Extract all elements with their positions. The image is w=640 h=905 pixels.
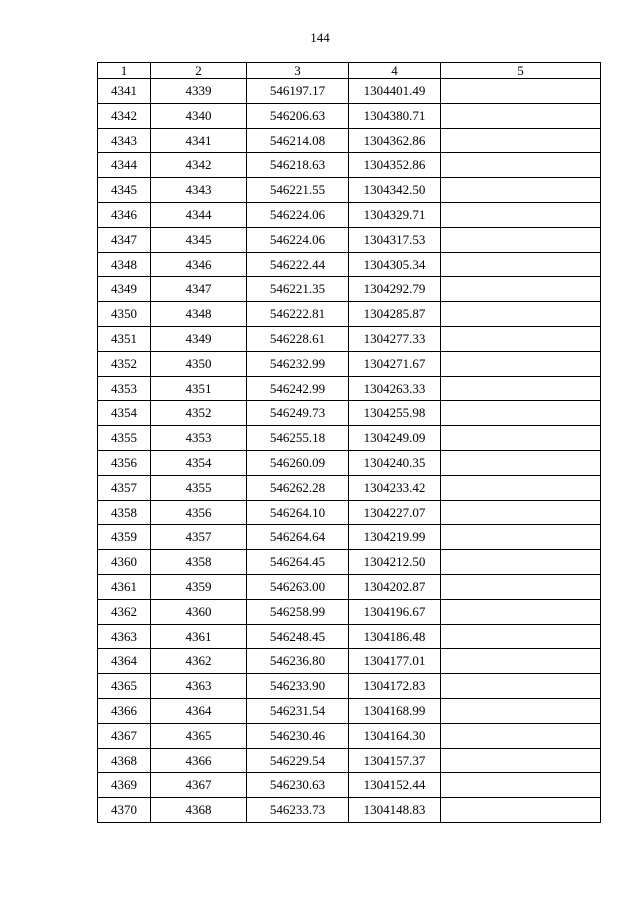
table-row [98,178,601,203]
table-header [98,63,601,79]
table-cell-col-2: 4347 [151,277,247,302]
table-cell-col-4: 1304157.37 [349,748,441,773]
table-row [98,79,601,104]
table-cell-col-1: 4342 [98,103,151,128]
table-cell-col-1: 4368 [98,748,151,773]
table-cell-col-5 [441,649,601,674]
table-cell-col-3: 546231.54 [247,698,349,723]
table-cell-col-1: 4351 [98,326,151,351]
coordinates-table [97,62,601,823]
table-row [98,227,601,252]
table-cell-col-1: 4365 [98,674,151,699]
table-cell-col-5 [441,748,601,773]
table-cell-col-1: 4354 [98,401,151,426]
table-cell-col-2: 4358 [151,550,247,575]
table-row [98,798,601,823]
table-cell-col-1: 4357 [98,475,151,500]
table-cell-col-2: 4359 [151,574,247,599]
table-cell-col-1: 4367 [98,723,151,748]
table-cell-col-3: 546262.28 [247,475,349,500]
table-cell-col-3: 546258.99 [247,599,349,624]
table-row [98,525,601,550]
table-cell-col-4: 1304186.48 [349,624,441,649]
table-cell-col-2: 4346 [151,252,247,277]
table-cell-col-5 [441,550,601,575]
table-cell-col-2: 4366 [151,748,247,773]
table-cell-col-4: 1304249.09 [349,426,441,451]
table-cell-col-3: 546264.64 [247,525,349,550]
table-cell-col-4: 1304329.71 [349,202,441,227]
table-cell-col-5 [441,202,601,227]
table-cell-col-2: 4350 [151,351,247,376]
table-cell-col-3: 546233.90 [247,674,349,699]
table-cell-col-3: 546260.09 [247,450,349,475]
table-cell-col-1: 4360 [98,550,151,575]
table-cell-col-2: 4354 [151,450,247,475]
table-cell-col-4: 1304342.50 [349,178,441,203]
table-cell-col-2: 4368 [151,798,247,823]
table-row [98,128,601,153]
table-cell-col-4: 1304263.33 [349,376,441,401]
table-row [98,277,601,302]
table-row [98,574,601,599]
table-cell-col-3: 546249.73 [247,401,349,426]
table-cell-col-1: 4358 [98,500,151,525]
table-row [98,698,601,723]
table-cell-col-4: 1304292.79 [349,277,441,302]
table-cell-col-4: 1304401.49 [349,79,441,104]
table-cell-col-5 [441,599,601,624]
table-cell-col-3: 546206.63 [247,103,349,128]
table-cell-col-2: 4363 [151,674,247,699]
table-cell-col-1: 4348 [98,252,151,277]
table-cell-col-4: 1304152.44 [349,773,441,798]
table-cell-col-1: 4350 [98,302,151,327]
table-cell-col-5 [441,153,601,178]
table-row [98,252,601,277]
table-cell-col-3: 546242.99 [247,376,349,401]
table-cell-col-2: 4356 [151,500,247,525]
table-cell-col-3: 546264.10 [247,500,349,525]
table-cell-col-4: 1304277.33 [349,326,441,351]
table-cell-col-4: 1304164.30 [349,723,441,748]
table-cell-col-2: 4340 [151,103,247,128]
table-cell-col-5 [441,475,601,500]
table-cell-col-4: 1304172.83 [349,674,441,699]
table-cell-col-3: 546236.80 [247,649,349,674]
table-cell-col-3: 546230.63 [247,773,349,798]
table-cell-col-5 [441,252,601,277]
table-cell-col-1: 4361 [98,574,151,599]
table-cell-col-2: 4365 [151,723,247,748]
table-row [98,103,601,128]
table-cell-col-5 [441,227,601,252]
table-cell-col-2: 4361 [151,624,247,649]
table-cell-col-5 [441,773,601,798]
table-cell-col-4: 1304177.01 [349,649,441,674]
table-cell-col-4: 1304255.98 [349,401,441,426]
table-cell-col-5 [441,426,601,451]
table-row [98,475,601,500]
table-cell-col-3: 546221.35 [247,277,349,302]
table-cell-col-4: 1304240.35 [349,450,441,475]
table-cell-col-5 [441,302,601,327]
table-cell-col-1: 4362 [98,599,151,624]
table-cell-col-3: 546214.08 [247,128,349,153]
table-cell-col-4: 1304362.86 [349,128,441,153]
table-cell-col-5 [441,500,601,525]
table-cell-col-5 [441,351,601,376]
table-cell-col-5 [441,128,601,153]
table-cell-col-2: 4344 [151,202,247,227]
table-cell-col-2: 4351 [151,376,247,401]
table-cell-col-5 [441,674,601,699]
table-cell-col-2: 4360 [151,599,247,624]
column-header-4: 4 [349,63,441,79]
table-cell-col-5 [441,401,601,426]
table-row [98,599,601,624]
table-cell-col-3: 546233.73 [247,798,349,823]
table-cell-col-4: 1304305.34 [349,252,441,277]
table-row [98,302,601,327]
table-cell-col-1: 4352 [98,351,151,376]
table-cell-col-2: 4353 [151,426,247,451]
table-cell-col-5 [441,178,601,203]
table-cell-col-4: 1304196.67 [349,599,441,624]
table-cell-col-4: 1304285.87 [349,302,441,327]
table-cell-col-5 [441,450,601,475]
column-header-3: 3 [247,63,349,79]
table-cell-col-5 [441,376,601,401]
table-cell-col-3: 546197.17 [247,79,349,104]
table-cell-col-2: 4348 [151,302,247,327]
table-cell-col-2: 4352 [151,401,247,426]
table-cell-col-3: 546229.54 [247,748,349,773]
table-cell-col-2: 4349 [151,326,247,351]
table-row [98,550,601,575]
column-header-1: 1 [98,63,151,79]
table-cell-col-2: 4341 [151,128,247,153]
table-row [98,351,601,376]
table-row [98,723,601,748]
table-cell-col-1: 4366 [98,698,151,723]
column-header-2: 2 [151,63,247,79]
table-cell-col-1: 4356 [98,450,151,475]
table-cell-col-4: 1304352.86 [349,153,441,178]
table-cell-col-3: 546264.45 [247,550,349,575]
table-row [98,376,601,401]
table-cell-col-5 [441,103,601,128]
table-row [98,153,601,178]
table-cell-col-4: 1304202.87 [349,574,441,599]
table-row [98,326,601,351]
table-cell-col-3: 546222.81 [247,302,349,327]
table-cell-col-2: 4355 [151,475,247,500]
table-cell-col-1: 4344 [98,153,151,178]
table-cell-col-4: 1304219.99 [349,525,441,550]
table-cell-col-1: 4355 [98,426,151,451]
table-cell-col-4: 1304317.53 [349,227,441,252]
table-cell-col-3: 546255.18 [247,426,349,451]
table-cell-col-3: 546232.99 [247,351,349,376]
table-cell-col-1: 4349 [98,277,151,302]
table-cell-col-5 [441,326,601,351]
table-cell-col-5 [441,525,601,550]
header-row [98,63,601,79]
table-row [98,202,601,227]
table-cell-col-4: 1304148.83 [349,798,441,823]
table-row [98,773,601,798]
table-cell-col-1: 4353 [98,376,151,401]
table-cell-col-5 [441,277,601,302]
table-cell-col-1: 4347 [98,227,151,252]
table-cell-col-2: 4343 [151,178,247,203]
table-cell-col-1: 4364 [98,649,151,674]
table-cell-col-5 [441,574,601,599]
table-cell-col-4: 1304212.50 [349,550,441,575]
table-cell-col-5 [441,79,601,104]
table-row [98,401,601,426]
table-row [98,450,601,475]
table-row [98,624,601,649]
table-cell-col-3: 546224.06 [247,227,349,252]
table-cell-col-2: 4339 [151,79,247,104]
table-cell-col-4: 1304233.42 [349,475,441,500]
table-cell-col-2: 4345 [151,227,247,252]
table-cell-col-4: 1304271.67 [349,351,441,376]
table-body [98,79,601,823]
table-cell-col-2: 4362 [151,649,247,674]
table-cell-col-3: 546248.45 [247,624,349,649]
table-row [98,674,601,699]
table-cell-col-1: 4346 [98,202,151,227]
table-row [98,500,601,525]
table-cell-col-3: 546263.00 [247,574,349,599]
table-cell-col-3: 546218.63 [247,153,349,178]
table-cell-col-2: 4364 [151,698,247,723]
table-row [98,426,601,451]
table-cell-col-1: 4341 [98,79,151,104]
table-cell-col-1: 4363 [98,624,151,649]
table-cell-col-3: 546222.44 [247,252,349,277]
table-cell-col-1: 4343 [98,128,151,153]
table-cell-col-4: 1304380.71 [349,103,441,128]
table-cell-col-2: 4342 [151,153,247,178]
table-row [98,748,601,773]
table-cell-col-3: 546228.61 [247,326,349,351]
table-cell-col-1: 4345 [98,178,151,203]
table-cell-col-5 [441,723,601,748]
table-cell-col-5 [441,698,601,723]
table-cell-col-3: 546230.46 [247,723,349,748]
table-cell-col-3: 546224.06 [247,202,349,227]
page-number: 144 [310,30,330,45]
column-header-5: 5 [441,63,601,79]
table-cell-col-1: 4359 [98,525,151,550]
table-cell-col-2: 4367 [151,773,247,798]
table-cell-col-1: 4370 [98,798,151,823]
table-cell-col-1: 4369 [98,773,151,798]
table-cell-col-4: 1304168.99 [349,698,441,723]
table-cell-col-4: 1304227.07 [349,500,441,525]
table-cell-col-3: 546221.55 [247,178,349,203]
table-cell-col-2: 4357 [151,525,247,550]
table-cell-col-5 [441,798,601,823]
table-row [98,649,601,674]
table-cell-col-5 [441,624,601,649]
